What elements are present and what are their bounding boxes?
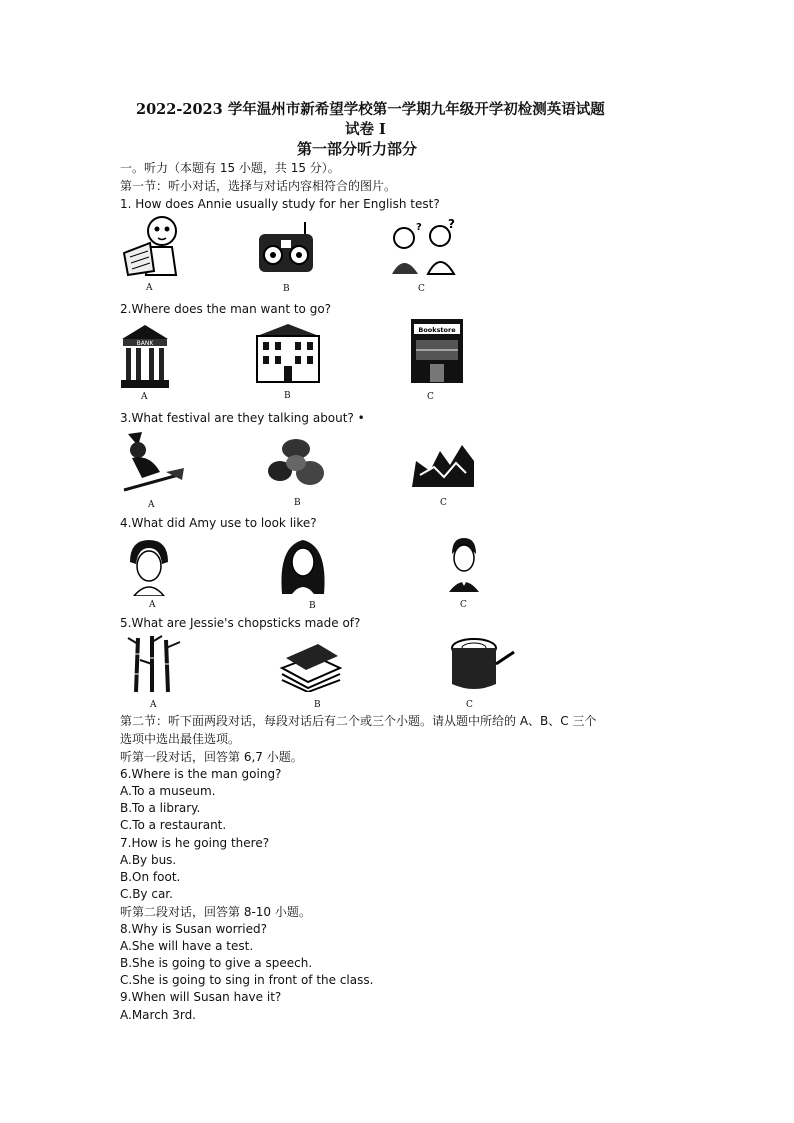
wood-stump-icon [448, 636, 516, 694]
part-title: 第一部分听力部分 [297, 140, 418, 158]
q8-option-b: B.She is going to give a speech. [120, 956, 313, 970]
mooncakes-icon [266, 435, 328, 491]
q7-option-a: A.By bus. [120, 853, 177, 867]
short-hair-person-icon [447, 536, 481, 592]
q3-label-b: B [294, 498, 301, 508]
section-sub1: 第一节：听小对话，选择与对话内容相符合的图片。 [120, 179, 397, 193]
q9-option-a: A.March 3rd. [120, 1008, 196, 1022]
bamboo-icon [126, 634, 184, 694]
library-building-icon [253, 322, 323, 384]
paper-label: 试卷 I [345, 121, 386, 138]
bookstore-sign-text: Bookstore [418, 326, 456, 334]
q1-label-c: C [418, 284, 425, 294]
q6-option-b: B.To a library. [120, 801, 201, 815]
two-people-talking-icon [388, 218, 462, 276]
long-hair-woman-icon [276, 536, 330, 594]
question-3: 3.What festival are they talking about? • [120, 411, 365, 425]
q4-label-a: A [149, 600, 156, 610]
question-8: 8.Why is Susan worried? [120, 922, 267, 936]
q2-label-a: A [141, 392, 148, 402]
dialog-1-intro: 听第一段对话，回答第 6,7 小题。 [120, 750, 303, 764]
q6-option-a: A.To a museum. [120, 784, 216, 798]
q1-label-b: B [283, 284, 290, 294]
question-6: 6.Where is the man going? [120, 767, 282, 781]
bank-building-icon [120, 323, 170, 389]
q2-label-b: B [284, 391, 291, 401]
radio-icon [255, 220, 317, 276]
q5-label-b: B [314, 700, 321, 710]
question-5: 5.What are Jessie's chopsticks made of? [120, 616, 361, 630]
section-sub2-line1: 第二节：听下面两段对话，每段对话后有二个或三个小题。请从题中所给的 A、B、C 三个 [120, 714, 597, 728]
section-heading: 一。听力（本题有 15 小题，共 15 分）。 [120, 161, 340, 175]
bookstore-building-icon [410, 318, 464, 384]
q6-option-c: C.To a restaurant. [120, 818, 227, 832]
q5-label-a: A [150, 700, 157, 710]
q5-label-c: C [466, 700, 473, 710]
question-9: 9.When will Susan have it? [120, 990, 282, 1004]
q8-option-a: A.She will have a test. [120, 939, 254, 953]
q3-label-a: A [148, 500, 155, 510]
q4-label-c: C [460, 600, 467, 610]
dialog-2-intro: 听第二段对话，回答第 8-10 小题。 [120, 905, 311, 919]
short-hair-woman-icon [126, 538, 172, 596]
dumplings-icon [410, 441, 476, 491]
section-sub2-line2: 选项中选出最佳选项。 [120, 732, 241, 746]
stack-of-paper-icon [278, 638, 342, 692]
q8-option-c: C.She is going to sing in front of the class. [120, 973, 374, 987]
q7-option-b: B.On foot. [120, 870, 181, 884]
q7-option-c: C.By car. [120, 887, 173, 901]
q3-label-c: C [440, 498, 447, 508]
bank-sign-text: BANK [136, 340, 154, 347]
question-2: 2.Where does the man want to go? [120, 302, 332, 316]
svg-text:?: ? [416, 222, 422, 233]
exam-title: 2022-2023 学年温州市新希望学校第一学期九年级开学初检测英语试题 [136, 101, 605, 118]
question-4: 4.What did Amy use to look like? [120, 516, 317, 530]
svg-text:?: ? [448, 218, 455, 231]
witch-on-broom-icon [120, 428, 186, 498]
question-1: 1. How does Annie usually study for her English test? [120, 197, 440, 211]
studying-with-book-icon [120, 213, 184, 277]
q1-label-a: A [146, 283, 153, 293]
q2-label-c: C [427, 392, 434, 402]
question-7: 7.How is he going there? [120, 836, 270, 850]
q4-label-b: B [309, 601, 316, 611]
